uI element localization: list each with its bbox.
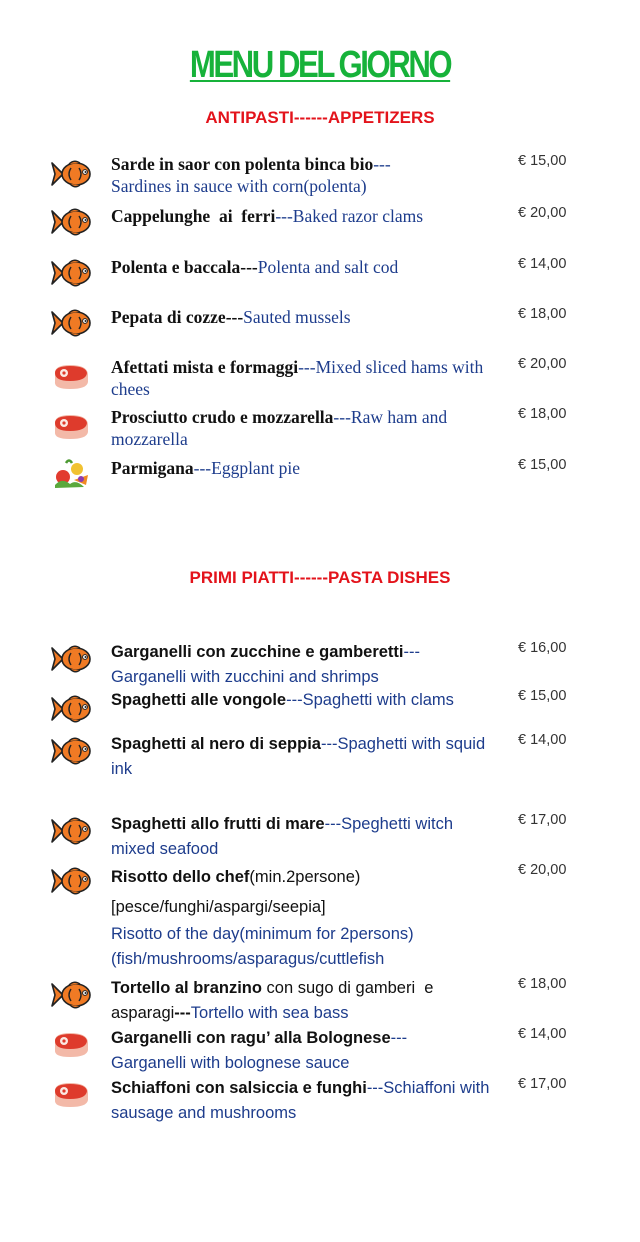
dish-price: € 17,00 <box>518 812 567 828</box>
dish-name: Risotto dello chef <box>111 868 250 886</box>
fish-icon <box>50 814 92 848</box>
fish-icon <box>50 205 92 239</box>
dish-price: € 20,00 <box>518 205 567 221</box>
vegetables-icon <box>50 457 92 491</box>
dish-price: € 18,00 <box>518 406 567 422</box>
dish-translation: Spaghetti with squid ink <box>111 735 486 778</box>
dish-price: € 17,00 <box>518 1076 567 1092</box>
dish-price: € 20,00 <box>518 862 567 878</box>
fish-icon <box>50 256 92 290</box>
dish-translation: Sauted mussels <box>243 307 351 327</box>
dish-name: Parmigana <box>111 458 194 478</box>
dish-translation: Speghetti witch mixed seafood <box>111 815 453 858</box>
dish-name: Prosciutto crudo e mozzarella <box>111 407 334 427</box>
dish-name: Polenta e baccala <box>111 257 241 277</box>
dish-translation: Eggplant pie <box>211 458 301 478</box>
dish-price: € 16,00 <box>518 640 567 656</box>
dish-price: € 20,00 <box>518 356 567 372</box>
dish-price: € 15,00 <box>518 457 567 473</box>
dish-price: € 14,00 <box>518 256 567 272</box>
fish-icon <box>50 157 92 191</box>
dish-price: € 14,00 <box>518 732 567 748</box>
dish-translation: Spaghetti with clams <box>302 691 454 709</box>
dish-name: Tortello al branzino <box>111 979 262 997</box>
dish-name: Garganelli con zucchine e gamberetti <box>111 643 404 661</box>
fish-icon <box>50 864 92 898</box>
dish-name: Garganelli con ragu’ alla Bolognese <box>111 1029 391 1047</box>
dish-translation: Garganelli with bolognese sauce <box>111 1054 350 1072</box>
dish-options: [pesce/funghi/aspargi/seepia] <box>111 898 326 916</box>
meat-icon <box>50 360 92 394</box>
dish-name: Afettati mista e formaggi <box>111 357 299 377</box>
dish-translation: Baked razor clams <box>292 206 424 226</box>
dish-translation: Raw ham and mozzarella <box>111 407 448 449</box>
meat-icon <box>50 410 92 444</box>
dish-name: Pepata di cozze <box>111 307 226 327</box>
dish-price: € 14,00 <box>518 1026 567 1042</box>
dish-price: € 18,00 <box>518 306 567 322</box>
fish-icon <box>50 692 92 726</box>
fish-icon <box>50 306 92 340</box>
dish-translation: Polenta and salt cod <box>257 257 399 277</box>
dish-price: € 15,00 <box>518 688 567 704</box>
dish-translation: Sardines in sauce with corn(polenta) <box>111 176 367 196</box>
dish-translation: Tortello with sea bass <box>190 1004 349 1022</box>
dish-name: Spaghetti al nero di seppia <box>111 735 321 753</box>
section-heading-antipasti: ANTIPASTI------APPETIZERS <box>205 108 435 127</box>
dish-price: € 18,00 <box>518 976 567 992</box>
dish-name: Spaghetti alle vongole <box>111 691 287 709</box>
meat-icon <box>50 1078 92 1112</box>
dish-translation: Schiaffoni with sausage and mushrooms <box>111 1079 490 1122</box>
section-heading-primi: PRIMI PIATTI------PASTA DISHES <box>189 568 451 587</box>
dish-translation: Risotto of the day(minimum for 2persons) (fish/mushrooms/asparagus/cuttlefish <box>111 925 414 968</box>
dish-name: Spaghetti allo frutti di mare <box>111 815 325 833</box>
dish-translation: Garganelli with zucchini and shrimps <box>111 668 379 686</box>
fish-icon <box>50 642 92 676</box>
fish-icon <box>50 734 92 768</box>
dish-name: Schiaffoni con salsiccia e funghi <box>111 1079 367 1097</box>
dish-name: Sarde in saor con polenta binca bio <box>111 154 374 174</box>
dish-name: Cappelunghe ai ferri <box>111 206 276 226</box>
page-title: MENU DEL GIORNO <box>189 44 451 86</box>
meat-icon <box>50 1028 92 1062</box>
dish-translation: Mixed sliced hams with chees <box>111 357 484 399</box>
fish-icon <box>50 978 92 1012</box>
dish-price: € 15,00 <box>518 153 567 169</box>
